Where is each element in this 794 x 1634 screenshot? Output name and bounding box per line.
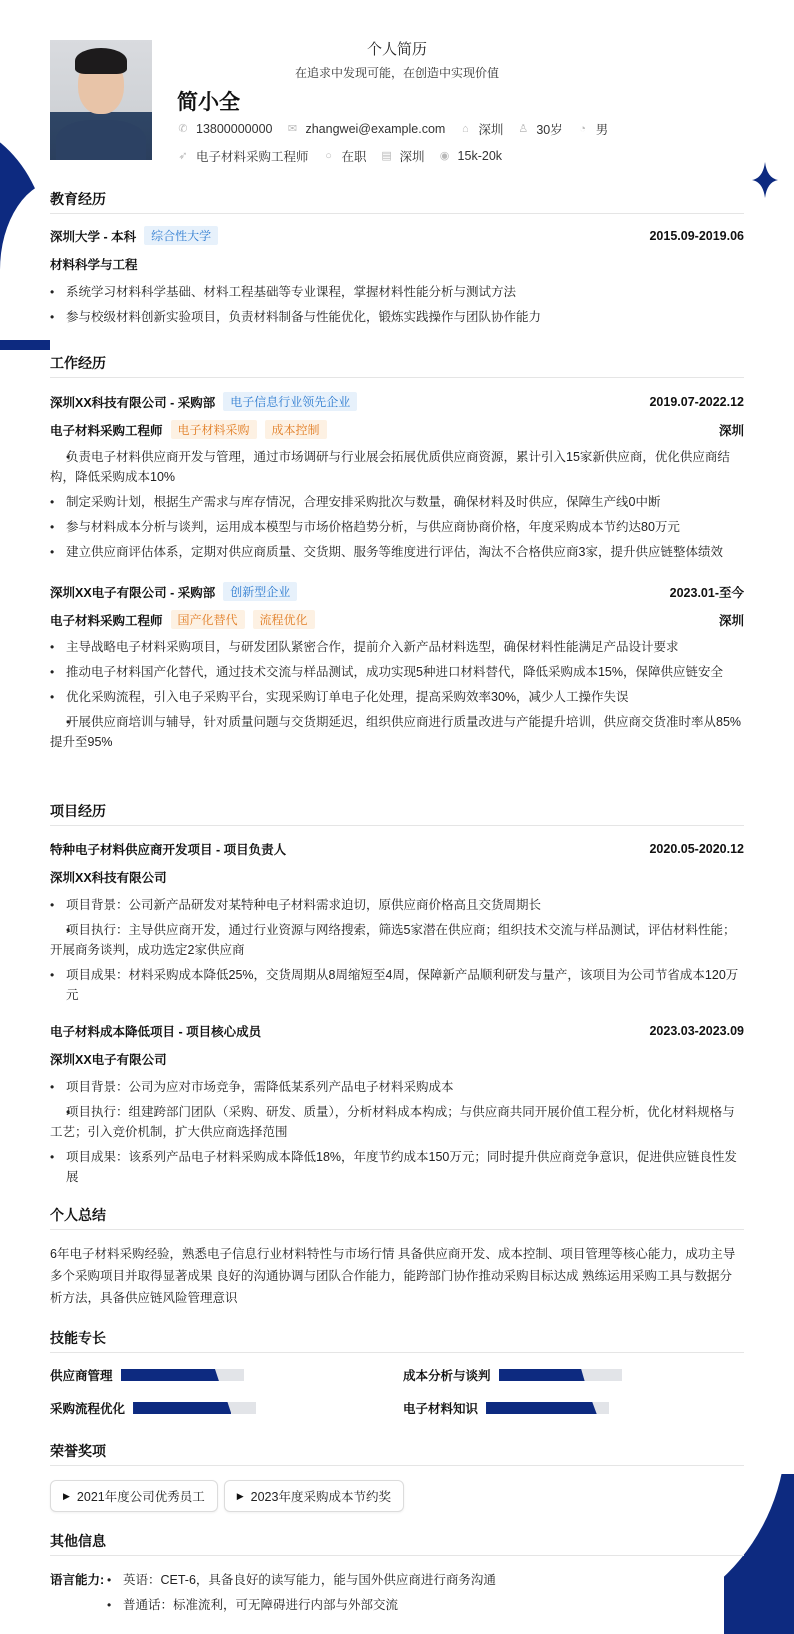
list-item: • 项目背景：公司为应对市场竞争，需降低某系列产品电子材料采购成本 bbox=[50, 1077, 744, 1097]
skill-bar bbox=[499, 1369, 622, 1381]
skill-bar-fill bbox=[133, 1402, 231, 1414]
gender-item bbox=[577, 120, 609, 138]
gender-icon: ◔ bbox=[579, 123, 587, 135]
list-item: • 建立供应商评估体系，定期对供应商质量、交货期、服务等维度进行评估，淘汰不合格供应商3家，提升供应链整体绩效 bbox=[50, 542, 744, 562]
company-name: 深圳XX科技有限公司 - 采购部 bbox=[50, 395, 216, 410]
list-item: • 优化采购流程，引入电子采购平台，实现采购订单电子化处理，提高采购效率30%，减少人工操作失误 bbox=[50, 687, 744, 707]
skill-bar-fill bbox=[486, 1402, 597, 1414]
skill-name: 供应商管理 bbox=[50, 1369, 113, 1383]
award-label: 2021年度公司优秀员工 bbox=[76, 1490, 205, 1504]
gender-text: 男 bbox=[595, 123, 609, 137]
role-tag: 流程优化 bbox=[253, 610, 315, 629]
company-name: 深圳XX电子有限公司 - 采购部 bbox=[50, 585, 216, 600]
job-intent-row bbox=[177, 147, 516, 165]
awards-list bbox=[50, 1480, 404, 1512]
job-header-row bbox=[50, 392, 744, 411]
language-row bbox=[50, 1570, 744, 1620]
hometown-text: 深圳 bbox=[478, 123, 504, 137]
phone-item bbox=[177, 122, 272, 136]
skill-bar bbox=[133, 1402, 256, 1414]
list-item: • 项目成果：该系列产品电子材料采购成本降低18%，年度节约成本150万元；同时提升供应商竞争意识，促进供应链良性发展 bbox=[50, 1147, 744, 1187]
major: 材料科学与工程 bbox=[50, 258, 138, 272]
status-text: 在职 bbox=[341, 150, 367, 164]
skill-bar-fill bbox=[499, 1369, 585, 1381]
job-bullets bbox=[50, 637, 744, 757]
target-job-item bbox=[177, 147, 309, 165]
document-title: 个人简历 bbox=[366, 41, 427, 58]
job-role: 电子材料采购工程师 bbox=[50, 423, 163, 438]
job-bullets bbox=[50, 447, 744, 567]
language-block bbox=[50, 1570, 744, 1620]
section-title: 教育经历 bbox=[50, 188, 744, 214]
list-item: • 参与材料成本分析与谈判，运用成本模型与市场价格趋势分析，与供应商协商价格，年度采购成本节约达80万元 bbox=[50, 517, 744, 537]
list-item: • 推动电子材料国产化替代，通过技术交流与样品测试，成功实现5种进口材料替代，降低采购成本15%，保障供应链安全 bbox=[50, 662, 744, 682]
list-item: • 普通话：标准流利，可无障碍进行内部与外部交流 bbox=[107, 1595, 496, 1615]
role-tag: 电子材料采购 bbox=[171, 420, 257, 439]
project-name: 电子材料成本降低项目 - 项目核心成员 bbox=[50, 1025, 262, 1039]
list-item: • 项目执行：主导供应商开发，通过行业资源与网络搜索，筛选5家潜在供应商；组织技术交流与样品测试，评估材料性能；开展商务谈判，成功选定2家供应商 bbox=[50, 920, 744, 960]
triangle-right-icon: ▶ bbox=[63, 1490, 70, 1501]
education-date: 2015.09-2019.06 bbox=[649, 228, 744, 243]
mail-icon: ✉ bbox=[287, 123, 298, 135]
other-info-section bbox=[50, 1530, 744, 1556]
skill-name: 采购流程优化 bbox=[50, 1402, 126, 1416]
list-item: • 系统学习材料科学基础、材料工程基础等专业课程，掌握材料性能分析与测试方法 bbox=[50, 282, 744, 302]
skill-bar bbox=[121, 1369, 244, 1381]
target-city-text: 深圳 bbox=[399, 150, 425, 164]
resume-header bbox=[50, 0, 744, 185]
major-row bbox=[50, 255, 744, 273]
award-item bbox=[50, 1480, 218, 1512]
sparkle-icon bbox=[752, 162, 778, 198]
project-bullets bbox=[50, 895, 744, 1010]
project-name: 特种电子材料供应商开发项目 - 项目负责人 bbox=[50, 843, 287, 857]
summary-text: 6年电子材料采购经验，熟悉电子信息行业材料特性与市场行情 具备供应商开发、成本控制、项目管理等核心能力，成功主导多个采购项目并取得显著成果 良好的沟通协调与团队合作能力，能跨部门协作推动采购目标达成 熟练运用采购工具与数据分析方法，具备供应链风险管理意识 bbox=[50, 1247, 736, 1305]
job-location: 深圳 bbox=[718, 423, 744, 438]
motto: 在追求中发现可能，在创造中实现价值 bbox=[294, 66, 499, 80]
salary-text: 15k-20k bbox=[457, 149, 503, 163]
language-list bbox=[107, 1570, 496, 1620]
job-role-row bbox=[50, 610, 744, 629]
job-header-row bbox=[50, 582, 744, 601]
skill-item bbox=[403, 1399, 609, 1417]
section-title: 工作经历 bbox=[50, 352, 744, 378]
email-text: zhangwei@example.com bbox=[305, 122, 446, 136]
job-date: 2023.01-至今 bbox=[669, 585, 744, 600]
project-company-row bbox=[50, 868, 744, 886]
project-header-row bbox=[50, 840, 744, 858]
list-item: • 开展供应商培训与辅导，针对质量问题与交货期延迟，组织供应商进行质量改进与产能提升培训，供应商交货准时率从85%提升至95% bbox=[50, 712, 744, 752]
summary-section bbox=[50, 1204, 744, 1230]
job-role: 电子材料采购工程师 bbox=[50, 613, 163, 628]
contact-row bbox=[177, 120, 622, 138]
projects-section bbox=[50, 800, 744, 826]
company-tag: 电子信息行业领先企业 bbox=[223, 392, 357, 411]
award-label: 2023年度采购成本节约奖 bbox=[250, 1490, 391, 1504]
skill-bar bbox=[486, 1402, 609, 1414]
section-title: 项目经历 bbox=[50, 800, 744, 826]
skill-item bbox=[50, 1366, 244, 1384]
list-item: • 负责电子材料供应商开发与管理，通过市场调研与行业展会拓展优质供应商资源，累计引入15家新供应商，优化供应商结构，降低采购成本10% bbox=[50, 447, 744, 487]
send-icon: ➶ bbox=[178, 150, 188, 162]
phone-text: 13800000000 bbox=[196, 122, 273, 136]
language-label: 语言能力: bbox=[50, 1573, 105, 1587]
list-item: • 英语：CET-6，具备良好的读写能力，能与国外供应商进行商务沟通 bbox=[107, 1570, 496, 1590]
skill-bar-fill bbox=[121, 1369, 219, 1381]
project-company: 深圳XX电子有限公司 bbox=[50, 1053, 167, 1067]
project-date: 2023.03-2023.09 bbox=[649, 1024, 744, 1038]
resume-page bbox=[50, 0, 744, 1612]
award-item bbox=[224, 1480, 404, 1512]
skill-item bbox=[403, 1366, 622, 1384]
project-date: 2020.05-2020.12 bbox=[649, 842, 744, 856]
role-tag: 国产化替代 bbox=[171, 610, 245, 629]
status-item bbox=[323, 147, 367, 165]
target-job-text: 电子材料采购工程师 bbox=[196, 150, 309, 164]
age-item bbox=[517, 120, 562, 138]
project-header-row bbox=[50, 1022, 744, 1040]
skills-section bbox=[50, 1327, 744, 1353]
education-section bbox=[50, 188, 744, 214]
school-name: 深圳大学 - 本科 bbox=[50, 229, 137, 244]
company-tag: 创新型企业 bbox=[223, 582, 297, 601]
skill-item bbox=[50, 1399, 256, 1417]
candidate-name: 简小全 bbox=[177, 91, 240, 114]
age-text: 30岁 bbox=[536, 123, 563, 137]
job-location: 深圳 bbox=[718, 613, 744, 628]
project-bullets bbox=[50, 1077, 744, 1192]
role-tag: 成本控制 bbox=[265, 420, 327, 439]
education-header-row bbox=[50, 226, 744, 245]
list-item: • 项目成果：材料采购成本降低25%，交货周期从8周缩短至4周，保障新产品顺利研发与量产，该项目为公司节省成本120万元 bbox=[50, 965, 744, 1005]
awards-section bbox=[50, 1440, 744, 1466]
salary-icon: ◉ bbox=[439, 150, 450, 162]
email-item bbox=[286, 122, 445, 136]
building-icon: ▤ bbox=[381, 150, 392, 162]
work-section bbox=[50, 352, 744, 378]
project-company-row bbox=[50, 1050, 744, 1068]
skill-name: 电子材料知识 bbox=[403, 1402, 479, 1416]
list-item: • 项目背景：公司新产品研发对某特种电子材料需求迫切，原供应商价格高且交货周期长 bbox=[50, 895, 744, 915]
section-title: 技能专长 bbox=[50, 1327, 744, 1353]
section-title: 荣誉奖项 bbox=[50, 1440, 744, 1466]
section-title: 个人总结 bbox=[50, 1204, 744, 1230]
phone-icon: ✆ bbox=[178, 123, 188, 135]
education-bullets bbox=[50, 282, 744, 332]
skill-name: 成本分析与谈判 bbox=[403, 1369, 491, 1383]
school-tag: 综合性大学 bbox=[144, 226, 218, 245]
list-item: • 制定采购计划，根据生产需求与库存情况，合理安排采购批次与数量，确保材料及时供应，保障生产线0中断 bbox=[50, 492, 744, 512]
hometown-item bbox=[459, 120, 503, 138]
avatar-body bbox=[56, 120, 146, 160]
status-icon: ○ bbox=[325, 150, 332, 162]
job-date: 2019.07-2022.12 bbox=[649, 394, 744, 409]
list-item: • 项目执行：组建跨部门团队（采购、研发、质量），分析材料成本构成；与供应商共同开展价值工程分析，优化材料规格与工艺；引入竞价机制，扩大供应商选择范围 bbox=[50, 1102, 744, 1142]
home-icon: ⌂ bbox=[462, 123, 469, 135]
list-item: • 参与校级材料创新实验项目，负责材料制备与性能优化，锻炼实践操作与团队协作能力 bbox=[50, 307, 744, 327]
list-item: • 主导战略电子材料采购项目，与研发团队紧密合作，提前介入新产品材料选型，确保材料性能满足产品设计要求 bbox=[50, 637, 744, 657]
section-title: 其他信息 bbox=[50, 1530, 744, 1556]
age-icon: ♙ bbox=[518, 123, 529, 135]
triangle-right-icon: ▶ bbox=[236, 1490, 244, 1501]
salary-item bbox=[439, 149, 502, 163]
project-company: 深圳XX科技有限公司 bbox=[50, 871, 167, 885]
job-role-row bbox=[50, 420, 744, 439]
target-city-item bbox=[381, 147, 425, 165]
